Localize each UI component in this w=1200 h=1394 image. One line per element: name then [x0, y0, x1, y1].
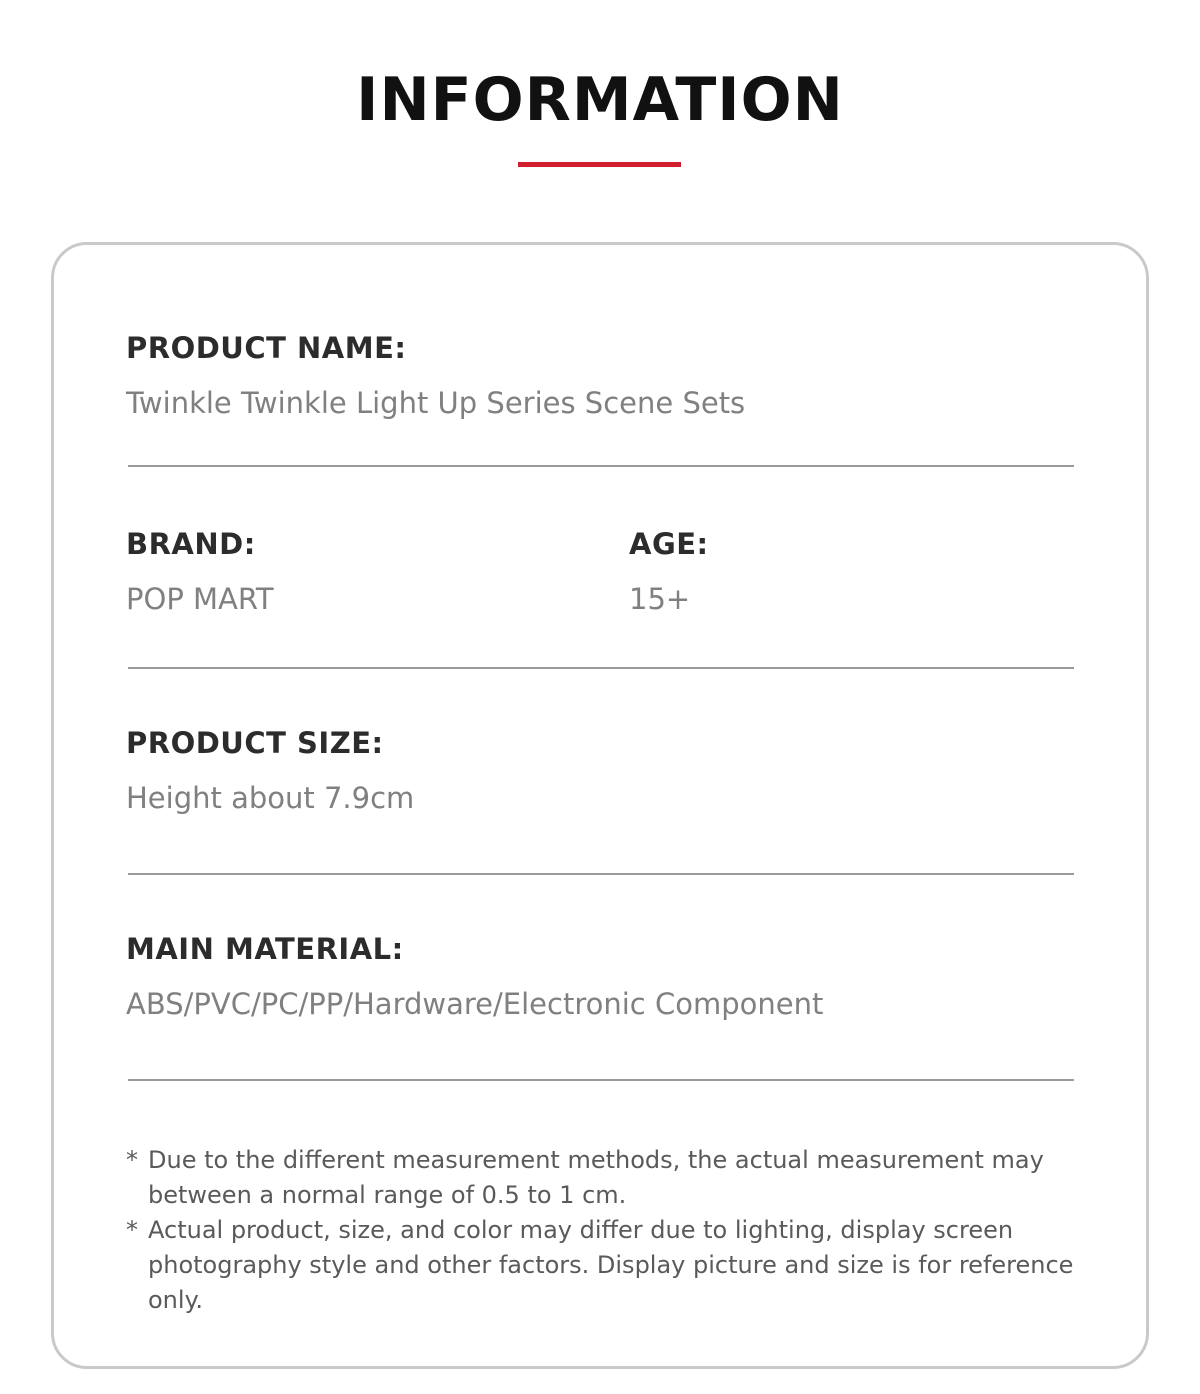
- product-name-value: Twinkle Twinkle Light Up Series Scene Sets: [126, 386, 746, 420]
- disclaimer-note: [126, 1143, 1086, 1213]
- title-accent-line: [518, 162, 681, 167]
- main-material-label: MAIN MATERIAL:: [126, 932, 404, 966]
- page-title: INFORMATION: [356, 65, 844, 135]
- divider: [128, 873, 1074, 875]
- age-value: 15+: [629, 582, 691, 616]
- product-name-label: PRODUCT NAME:: [126, 331, 407, 365]
- main-material-value: ABS/PVC/PC/PP/Hardware/Electronic Component: [126, 987, 824, 1021]
- note-text: Actual product, size, and color may differ due to lighting, display screen photography style and other factors. Display picture and size is for reference only.: [148, 1216, 1074, 1314]
- divider: [128, 667, 1074, 669]
- information-card: [51, 242, 1149, 1369]
- age-field: [629, 526, 709, 617]
- main-material-field: [126, 931, 823, 1022]
- brand-field: [126, 526, 274, 617]
- product-size-label: PRODUCT SIZE:: [126, 726, 384, 760]
- note-text: Due to the different measurement methods, the actual measurement may between a normal range of 0.5 to 1 cm.: [148, 1146, 1044, 1209]
- product-size-value: Height about 7.9cm: [126, 781, 415, 815]
- disclaimer-notes: [126, 1143, 1086, 1318]
- divider: [128, 465, 1074, 467]
- brand-value: POP MART: [126, 582, 274, 616]
- divider: [128, 1079, 1074, 1081]
- brand-label: BRAND:: [126, 527, 256, 561]
- asterisk-marker: *: [126, 1216, 138, 1244]
- disclaimer-note: [126, 1213, 1086, 1318]
- product-size-field: [126, 725, 414, 816]
- age-label: AGE:: [629, 527, 709, 561]
- product-name-field: [126, 330, 745, 421]
- asterisk-marker: *: [126, 1146, 138, 1174]
